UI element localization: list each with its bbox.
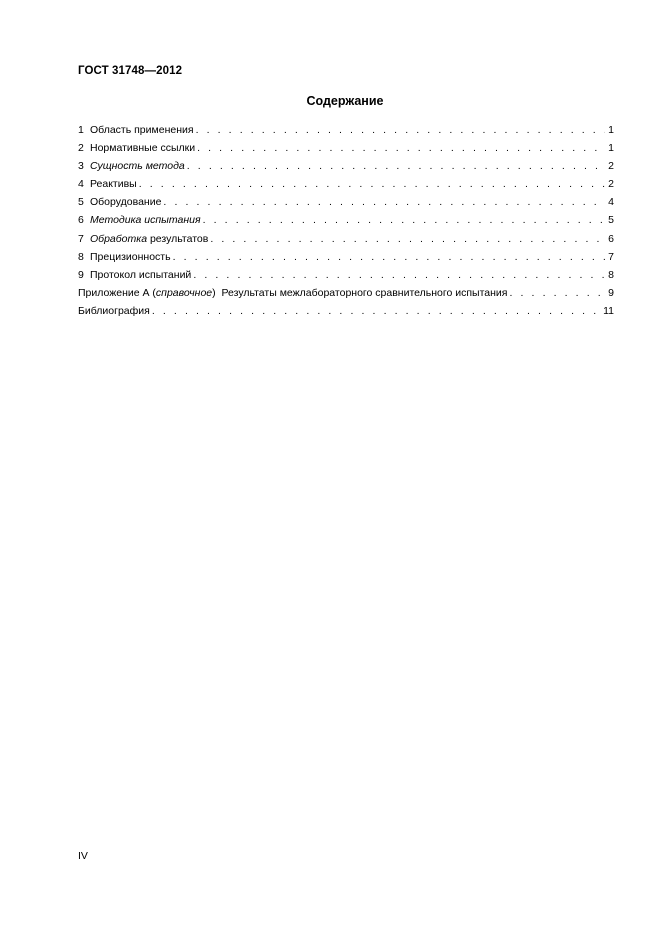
toc-entry-normative-references[interactable] bbox=[78, 139, 614, 157]
document-code: ГОСТ 31748—2012 bbox=[78, 65, 183, 77]
toc-entry-label bbox=[78, 284, 509, 302]
toc-leader-dots bbox=[163, 193, 605, 211]
toc-entry-number: 6 bbox=[78, 214, 84, 227]
toc-leader-dots bbox=[173, 248, 606, 266]
toc-entry-precision[interactable] bbox=[78, 248, 614, 266]
toc-entry-text-italic: Сущность метода bbox=[90, 160, 185, 173]
toc-leader-dots bbox=[196, 121, 606, 139]
toc-entry-number: 7 bbox=[78, 232, 84, 245]
toc-entry-label bbox=[78, 121, 196, 139]
toc-leader-dots bbox=[509, 284, 605, 302]
toc-leader-dots bbox=[197, 139, 605, 157]
toc-leader-dots bbox=[152, 302, 600, 320]
toc-entry-number: 4 bbox=[78, 178, 84, 191]
toc-entry-text: Библиография bbox=[78, 304, 150, 317]
toc-entry-test-report[interactable] bbox=[78, 266, 614, 284]
toc-entry-scope[interactable] bbox=[78, 121, 614, 139]
toc-entry-number: 2 bbox=[78, 142, 84, 155]
toc-entry-text: ) Результаты межлабораторного сравнительного испытания bbox=[212, 286, 508, 299]
toc-entry-bibliography[interactable] bbox=[78, 302, 614, 320]
toc-entry-label bbox=[78, 175, 139, 193]
toc-entry-number: 5 bbox=[78, 196, 84, 209]
toc-entry-number: 1 bbox=[78, 124, 84, 136]
toc-entry-page: 2 bbox=[608, 178, 614, 191]
toc-entry-text: Оборудование bbox=[90, 196, 162, 209]
table-of-contents bbox=[78, 121, 614, 320]
toc-entry-label bbox=[78, 230, 210, 248]
toc-entry-appendix-a[interactable] bbox=[78, 284, 614, 302]
toc-leader-dots bbox=[139, 175, 605, 193]
toc-entry-label bbox=[78, 248, 173, 266]
toc-entry-label bbox=[78, 211, 203, 229]
toc-entry-label bbox=[78, 193, 163, 211]
toc-entry-page: 5 bbox=[608, 214, 614, 227]
toc-entry-text: Прецизионность bbox=[90, 250, 171, 263]
toc-leader-dots bbox=[203, 211, 606, 229]
toc-entry-text: Приложение А ( bbox=[78, 286, 156, 299]
toc-entry-text-italic: справочное bbox=[155, 286, 213, 299]
toc-entry-text: Область применения bbox=[90, 124, 194, 136]
toc-title: Содержание bbox=[306, 94, 384, 108]
toc-entry-page: 1 bbox=[608, 124, 614, 136]
toc-entry-reagents[interactable] bbox=[78, 175, 614, 193]
toc-entry-page: 4 bbox=[608, 196, 614, 209]
toc-entry-number: 3 bbox=[78, 160, 84, 173]
toc-entry-number: 8 bbox=[78, 250, 84, 263]
toc-entry-label bbox=[78, 302, 152, 320]
toc-entry-label bbox=[78, 139, 197, 157]
toc-entry-equipment[interactable] bbox=[78, 193, 614, 211]
toc-leader-dots bbox=[187, 157, 605, 175]
toc-entry-text: результатов bbox=[147, 232, 209, 245]
toc-entry-label bbox=[78, 157, 187, 175]
toc-entry-text: Реактивы bbox=[90, 178, 137, 191]
toc-entry-page: 11 bbox=[603, 304, 614, 317]
toc-entry-page: 2 bbox=[608, 160, 614, 173]
toc-entry-text-italic: Обработка bbox=[90, 232, 148, 245]
toc-entry-text: Нормативные ссылки bbox=[90, 142, 196, 155]
toc-leader-dots bbox=[210, 230, 605, 248]
page-number: IV bbox=[78, 850, 88, 862]
toc-entry-label bbox=[78, 266, 193, 284]
toc-entry-page: 6 bbox=[608, 232, 614, 245]
toc-entry-text: Протокол испытаний bbox=[90, 268, 192, 281]
toc-entry-text-italic: Методика испытания bbox=[90, 214, 201, 227]
toc-entry-page: 8 bbox=[608, 268, 614, 281]
toc-entry-page: 9 bbox=[608, 286, 614, 299]
toc-entry-page: 1 bbox=[608, 142, 614, 155]
toc-entry-results-processing[interactable] bbox=[78, 230, 614, 248]
toc-entry-test-method[interactable] bbox=[78, 211, 614, 229]
toc-leader-dots bbox=[193, 266, 605, 284]
toc-entry-page: 7 bbox=[608, 250, 614, 263]
toc-entry-method-essence[interactable] bbox=[78, 157, 614, 175]
toc-entry-number: 9 bbox=[78, 268, 84, 281]
